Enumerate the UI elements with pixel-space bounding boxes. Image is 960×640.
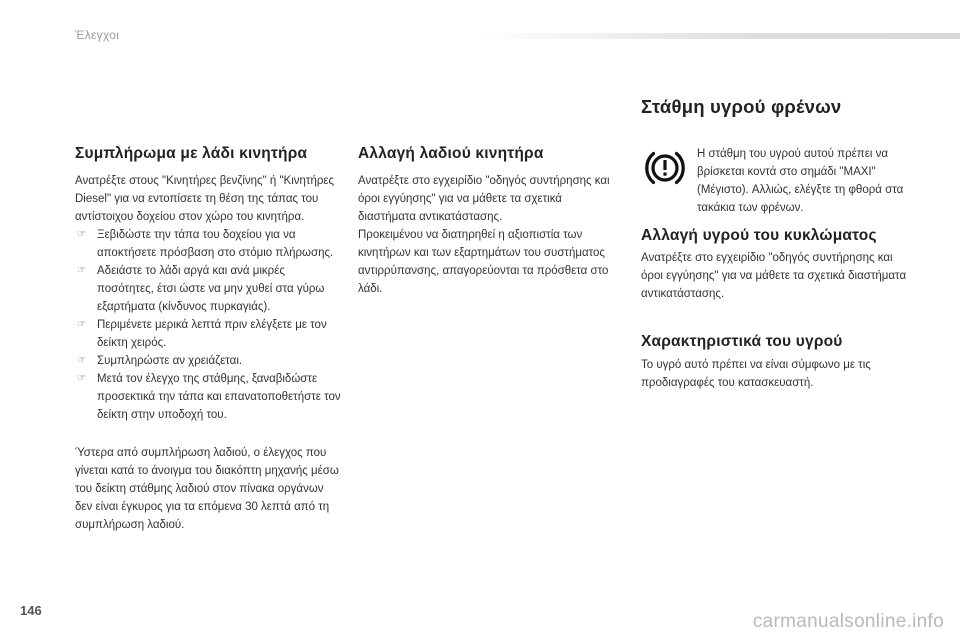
header-bar [480,33,960,39]
heading-fluid-specification: Χαρακτηριστικά του υγρού [641,333,843,350]
list-item: ☞ Ξεβιδώστε την τάπα του δοχείου για να αποκτήσετε πρόσβαση στο στόμιο πλήρωσης. [75,226,343,262]
list-item: ☞ Συμπληρώστε αν χρειάζεται. [75,352,343,370]
heading-oil-change: Αλλαγή λαδιού κινητήρα [358,145,544,162]
fluid-specification-text: Το υγρό αυτό πρέπει να είναι σύμφωνο με τις προδιαγραφές του κατασκευαστή. [641,359,871,389]
list-item: ☞ Περιμένετε μερικά λεπτά πριν ελέγξετε με τον δείκτη χειρός. [75,316,343,352]
page-number: 146 [20,603,42,618]
pointing-hand-icon: ☞ [77,373,86,384]
oil-topup-note: Ύστερα από συμπλήρωση λαδιού, ο έλεγχος που γίνεται κατά το άνοιγμα του διακόπτη μηχανής μέσω του δείκτη στάθμης λαδιού στον πίνακα οργάνων δεν είναι έγκυρος για τα επόμενα 30 λεπτά από τη συμπλήρωση λαδιού. [75,447,339,531]
column-oil-topup [75,145,343,534]
watermark: carmanualsonline.info [752,611,944,632]
circuit-fluid-change-text: Ανατρέξτε στο εγχειρίδιο "οδηγός συντήρησης και όροι εγγύησης" για να μάθετε τα σχετικά διαστήματα αντικατάστασης. [641,252,907,300]
list-item: ☞ Αδειάστε το λάδι αργά και ανά μικρές ποσότητες, έτσι ώστε να μην χυθεί στα γύρω εξαρτήματα (κίνδυνος πυρκαγιάς). [75,262,343,316]
oil-topup-intro: Ανατρέξτε στους "Κινητήρες βενζίνης" ή "Κινητήρες Diesel" για να εντοπίσετε τη θέση της τάπας του αντίστοιχου δοχείου στον χώρο του κινητήρα. [75,175,335,223]
pointing-hand-icon: ☞ [77,229,86,240]
pointing-hand-icon: ☞ [77,355,86,366]
heading-circuit-fluid-change: Αλλαγή υγρού του κυκλώματος [641,227,877,244]
brake-warning-icon [644,147,686,189]
oil-change-para-1: Ανατρέξτε στο εγχειρίδιο "οδηγός συντήρησης και όροι εγγύησης" για να μάθετε τα σχετικά διαστήματα αντικατάστασης. [358,175,610,223]
list-item: ☞ Μετά τον έλεγχο της στάθμης, ξαναβιδώστε προσεκτικά την τάπα και επανατοποθετήστε τον δείκτη στην υποδοχή του. [75,370,343,424]
page-header-title: Έλεγχοι [75,28,120,42]
column-oil-change [358,145,620,298]
heading-oil-topup: Συμπλήρωμα με λάδι κινητήρα [75,145,308,162]
pointing-hand-icon: ☞ [77,265,86,276]
heading-brake-fluid-level: Στάθμη υγρού φρένων [641,96,842,117]
oil-change-para-2: Προκειμένου να διατηρηθεί η αξιοπιστία των κινητήρων και των εξαρτημάτων του συστήματος αντιρρύπανσης, απαγορεύονται τα πρόσθετα στο λάδι. [358,229,609,295]
brake-fluid-text: Η στάθμη του υγρού αυτού πρέπει να βρίσκεται κοντά στο σημάδι "MAXI" (Μέγιστο). Αλλιώς, ελέγξτε τη φθορά στα τακάκια των φρένων. [697,148,904,214]
pointing-hand-icon: ☞ [77,319,86,330]
oil-topup-steps [75,226,343,424]
